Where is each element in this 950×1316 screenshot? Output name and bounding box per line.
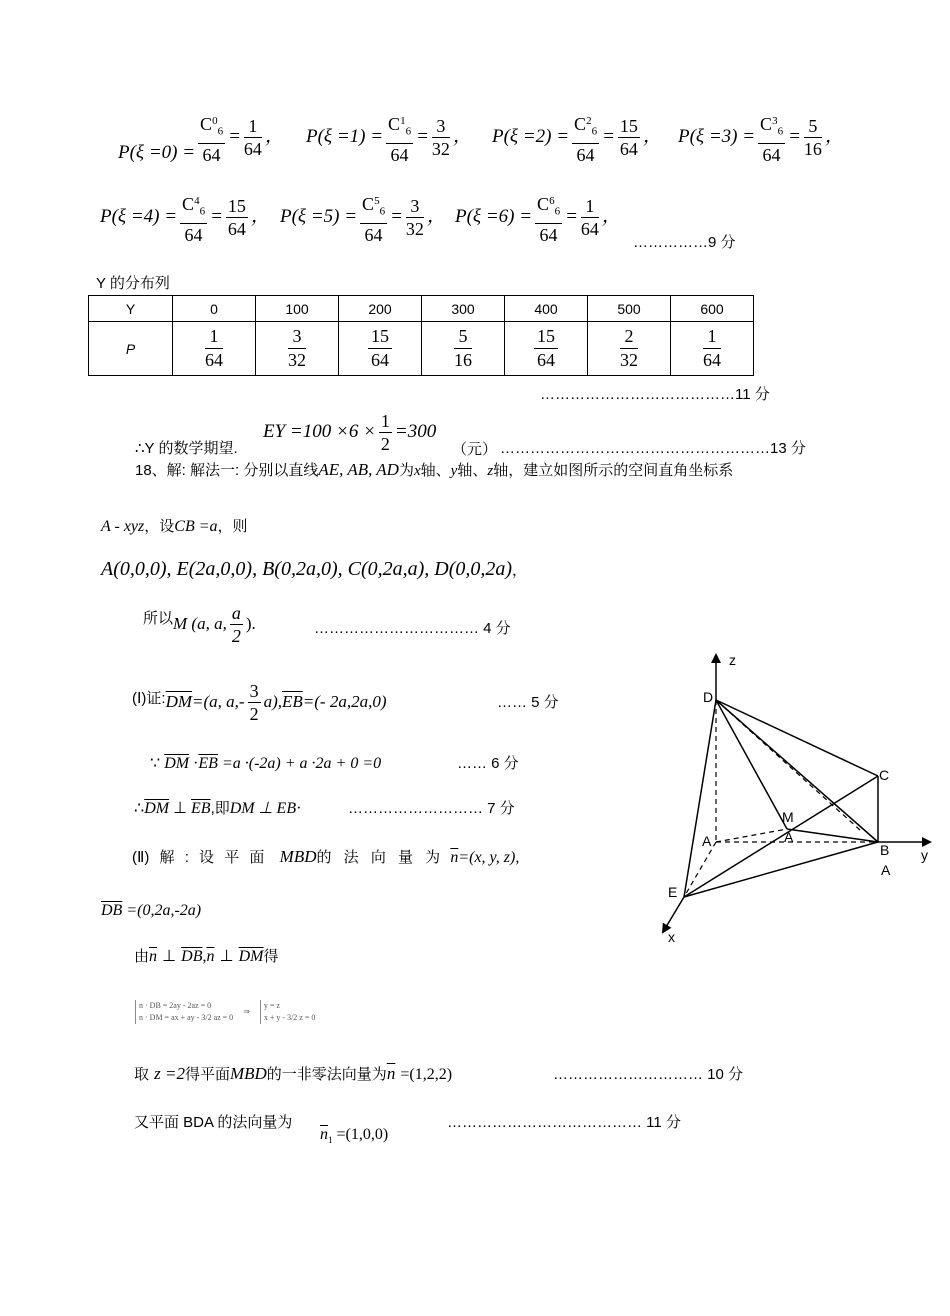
- table-row-y: [89, 296, 754, 322]
- table-cell: $\frac{15}{64}$: [505, 322, 588, 376]
- part1-line: (Ⅰ)证$:\overline{DM}=(a$, a,- $\frac{3}{2}$ $a),\overline{EB}=(-$ 2a,2a,0): [132, 681, 387, 724]
- prob-0: P(ξ =0) = $\frac{C^0_6}{64}$ = $\frac{1}{64}$ ，: [118, 110, 284, 166]
- edge-DE: [684, 700, 716, 897]
- dot-product-line: ∵ $\overline{DM} \cdot\overline{EB} =a \cdot(-2a) + a \cdot 2a + 0 =0$: [150, 755, 382, 772]
- q18-intro: 18、解: 解法一: 分别以直线AE, AB, AD为x轴、y轴、z轴，建立如图所示的空间直角坐标系: [135, 460, 734, 479]
- label-B: B: [880, 842, 890, 858]
- label-A: A: [702, 833, 712, 849]
- part2-line: (Ⅱ) 解 : 设 平 面 MBD的 法 向 量 为 $\overline{n}=(x$, y, z),: [132, 847, 520, 866]
- score-4: …………………………… 4 分: [314, 620, 511, 637]
- table-cell: 400: [505, 296, 588, 322]
- prob-lhs: P(ξ =0) =: [118, 142, 196, 164]
- prob-5: P(ξ =5) = $\frac{C^5_6}{64}$ = $\frac{3}{32}$ ，: [280, 190, 446, 246]
- also-text: 又平面 BDA 的法向量为: [134, 1114, 293, 1131]
- prob-2: P(ξ =2) = $\frac{C^2_6}{64}$ = $\frac{15}{64}$ ，: [492, 110, 662, 166]
- table-cell: 0: [173, 296, 256, 322]
- edge-DB: [716, 700, 878, 842]
- geometry-figure: [650, 645, 940, 950]
- prob-4: P(ξ =4) = $\frac{C^4_6}{64}$ = $\frac{15}{64}$ ，: [100, 190, 270, 246]
- equation-system: n · DB = 2ay - 2az = 0 n · DM = ax + ay - 3/2 az = 0 ⇒ y = z x + y - 3/2 z = 0: [135, 1000, 315, 1024]
- score-13: ………………………………………………13 分: [500, 440, 806, 457]
- x-axis: [663, 897, 684, 932]
- score-5: …… 5 分: [497, 694, 559, 711]
- label-M: M: [782, 809, 794, 825]
- db-line: $\overline{DB} =(0,2a,-2a)$: [101, 902, 202, 919]
- table-cell: 100: [256, 296, 339, 322]
- label-y: y: [921, 847, 928, 863]
- table-cell: 200: [339, 296, 422, 322]
- prob-1: P(ξ =1) = $\frac{C^1_6}{64}$ = $\frac{3}{32}$ ，: [306, 110, 472, 166]
- label-D: D: [703, 689, 714, 705]
- score-9: ……………9 分: [633, 234, 736, 251]
- dist-title: Y 的分布列: [96, 275, 170, 292]
- n1-vector: $\overline{n}_1 =(1,0,0)$: [320, 1126, 389, 1146]
- table-cell: 300: [422, 296, 505, 322]
- edge-EC: [684, 776, 878, 897]
- prob-3: P(ξ =3) = $\frac{C^3_6}{64}$ = $\frac{5}{16}$ ，: [678, 110, 844, 166]
- score-7: ……………………… 7 分: [348, 800, 515, 817]
- score-6: …… 6 分: [457, 755, 519, 772]
- table-cell: $\frac{15}{64}$: [339, 322, 422, 376]
- label-A-mid: A: [784, 829, 794, 845]
- m-point-line: 所以M (a, a, $\frac{a}{2}$ ).: [143, 603, 256, 646]
- table-cell: $\frac{3}{32}$: [256, 322, 339, 376]
- edge-EB: [684, 842, 878, 897]
- table-cell: 500: [588, 296, 671, 322]
- distribution-table: [88, 295, 754, 376]
- table-cell: $\frac{1}{64}$: [671, 322, 754, 376]
- perp-line: $\therefore\overline{DM}$ ⊥ $\overline{EB}$,即DM ⊥ EB·: [134, 800, 302, 817]
- take-line: 取 z =2得平面MBD的一非零法向量为$\overline{n} =(1,2,2)$: [134, 1064, 453, 1083]
- edge-DC: [716, 700, 878, 776]
- score-10: ………………………… 10 分: [553, 1066, 744, 1083]
- label-z: z: [729, 652, 736, 668]
- label-C: C: [879, 767, 890, 783]
- prob-6: P(ξ =6) = $\frac{C^6_6}{64}$ = $\frac{1}{64}$ ，: [455, 190, 621, 246]
- table-cell: $\frac{1}{64}$: [173, 322, 256, 376]
- expectation-prefix: ∴Y 的数学期望.: [135, 440, 238, 457]
- expectation-unit: （元）: [452, 442, 498, 458]
- score-11a: …………………………………11 分: [540, 386, 770, 403]
- score-11b: ………………………………… 11 分: [447, 1114, 681, 1131]
- coord-system-line: A - xyz，设CB =a，则: [101, 518, 248, 535]
- table-cell: $\frac{5}{16}$: [422, 322, 505, 376]
- coords-line: A(0,0,0), E(2a,0,0), B(0,2a,0), C(0,2a,a), D(0,0,2a)，: [101, 558, 528, 580]
- table-cell: 600: [671, 296, 754, 322]
- table-row-p: [89, 322, 754, 376]
- label-x: x: [668, 929, 675, 945]
- table-cell: Y: [89, 296, 173, 322]
- table-cell: P: [89, 322, 173, 376]
- edge-DM: [716, 700, 787, 829]
- from-line: 由$\overline{n}$ ⊥ $\overline{DB},\overline{n}$ ⊥ $\overline{DM}$得: [134, 948, 279, 965]
- table-cell: $\frac{2}{32}$: [588, 322, 671, 376]
- label-E: E: [668, 884, 678, 900]
- expectation-formula: EY =100 ×6 × $\frac{1}{2}$ =300: [263, 411, 437, 454]
- label-B-A: A: [881, 862, 891, 878]
